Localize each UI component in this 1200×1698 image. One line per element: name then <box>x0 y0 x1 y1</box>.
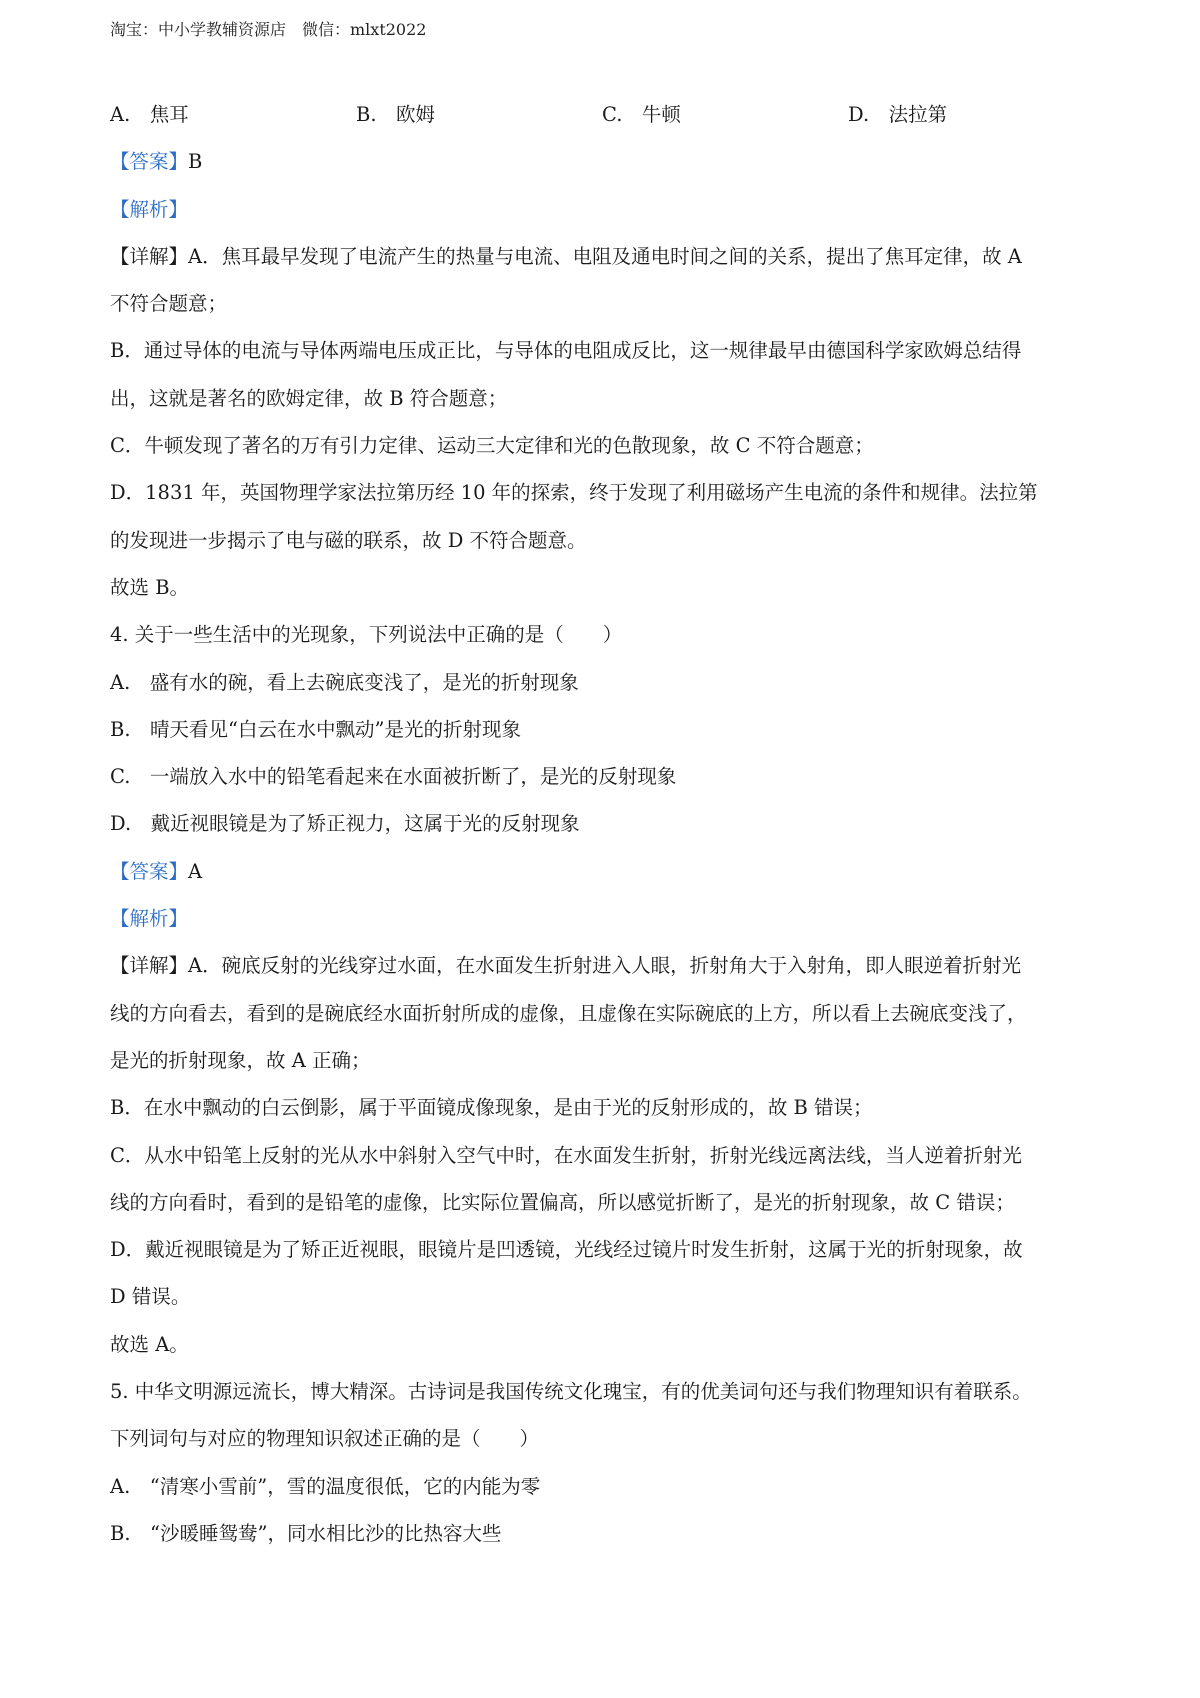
document-body <box>110 91 1100 1557</box>
page-header: 淘宝：中小学教辅资源店 微信：mlxt2022 <box>110 20 427 39</box>
q4-detail-line: 线的方向看去，看到的是碗底经水面折射所成的虚像，且虚像在实际碗底的上方，所以看上去碗底变浅了， <box>110 1001 1027 1025</box>
q3-option-d: D. 法拉第 <box>848 103 948 126</box>
q3-detail-line: 【详解】A．焦耳最早发现了电流产生的热量与电流、电阻及通电时间之间的关系，提出了焦耳定律，故 A <box>110 244 1022 268</box>
q4-analysis <box>110 895 1100 942</box>
q5-option-a: A. “清寒小雪前”，雪的温度很低，它的内能为零 <box>110 1474 541 1498</box>
q3-detail-line: B．通过导体的电流与导体两端电压成正比，与导体的电阻成反比，这一规律最早由德国科学家欧姆总结得 <box>110 339 1022 363</box>
q3-detail-line: 出，这就是著名的欧姆定律，故 B 符合题意； <box>110 386 508 410</box>
q3-option-c: C. 牛顿 <box>602 103 681 126</box>
q4-detail-line: 【详解】A．碗底反射的光线穿过水面，在水面发生折射进入人眼，折射角大于入射角，即人眼逆着折射光 <box>110 954 1022 978</box>
answer-value: B <box>188 150 203 174</box>
analysis-tag: 【解析】 <box>110 907 189 931</box>
q3-detail-line: C．牛顿发现了著名的万有引力定律、运动三大定律和光的色散现象，故 C 不符合题意； <box>110 434 874 458</box>
q3-answer <box>110 138 1100 185</box>
q4-detail-line: B．在水中飘动的白云倒影，属于平面镜成像现象，是由于光的反射形成的，故 B 错误； <box>110 1096 873 1120</box>
q5-option-b: B. “沙暖睡鸳鸯”，同水相比沙的比热容大些 <box>110 1521 502 1545</box>
q5-stem-line: 下列词句与对应的物理知识叙述正确的是（ ） <box>110 1427 540 1451</box>
answer-tag: 【答案】 <box>110 150 189 174</box>
q4-detail-line: D．戴近视眼镜是为了矫正近视眼，眼镜片是凹透镜，光线经过镜片时发生折射，这属于光的折射现象，故 <box>110 1238 1023 1262</box>
q3-conclusion: 故选 B。 <box>110 575 190 599</box>
q4-stem: 4. 关于一些生活中的光现象，下列说法中正确的是（ ） <box>110 623 623 647</box>
q3-option-b: B. 欧姆 <box>356 103 436 126</box>
q4-answer <box>110 848 1100 895</box>
answer-value: A <box>188 859 203 883</box>
q3-option-a: A. 焦耳 <box>110 103 189 126</box>
q4-option-b: B. 晴天看见“白云在水中飘动”是光的折射现象 <box>110 717 521 741</box>
q3-detail-line: 不符合题意； <box>110 292 228 316</box>
q3-analysis <box>110 186 1100 233</box>
q4-detail-line: D 错误。 <box>110 1285 191 1309</box>
q4-option-c: C. 一端放入水中的铅笔看起来在水面被折断了，是光的反射现象 <box>110 765 677 789</box>
q3-options <box>110 91 1100 138</box>
q4-conclusion: 故选 A。 <box>110 1332 189 1356</box>
q4-detail-line: 是光的折射现象，故 A 正确； <box>110 1048 371 1072</box>
q5-stem-line: 5. 中华文明源远流长，博大精深。古诗词是我国传统文化瑰宝，有的优美词句还与我们物理知识有着联系。 <box>110 1380 1032 1404</box>
analysis-tag: 【解析】 <box>110 197 189 221</box>
q4-detail-line: C．从水中铅笔上反射的光从水中斜射入空气中时，在水面发生折射，折射光线远离法线，当人逆着折射光 <box>110 1143 1022 1167</box>
answer-tag: 【答案】 <box>110 859 189 883</box>
q3-detail-line: 的发现进一步揭示了电与磁的联系，故 D 不符合题意。 <box>110 528 587 552</box>
q4-detail-line: 线的方向看时，看到的是铅笔的虚像，比实际位置偏高，所以感觉折断了，是光的折射现象，故 C 错误； <box>110 1190 1015 1214</box>
q4-option-d: D. 戴近视眼镜是为了矫正视力，这属于光的反射现象 <box>110 812 580 836</box>
q3-detail-line: D．1831 年，英国物理学家法拉第历经 10 年的探索，终于发现了利用磁场产生电流的条件和规律。法拉第 <box>110 481 1038 505</box>
q4-option-a: A. 盛有水的碗，看上去碗底变浅了，是光的折射现象 <box>110 670 579 694</box>
